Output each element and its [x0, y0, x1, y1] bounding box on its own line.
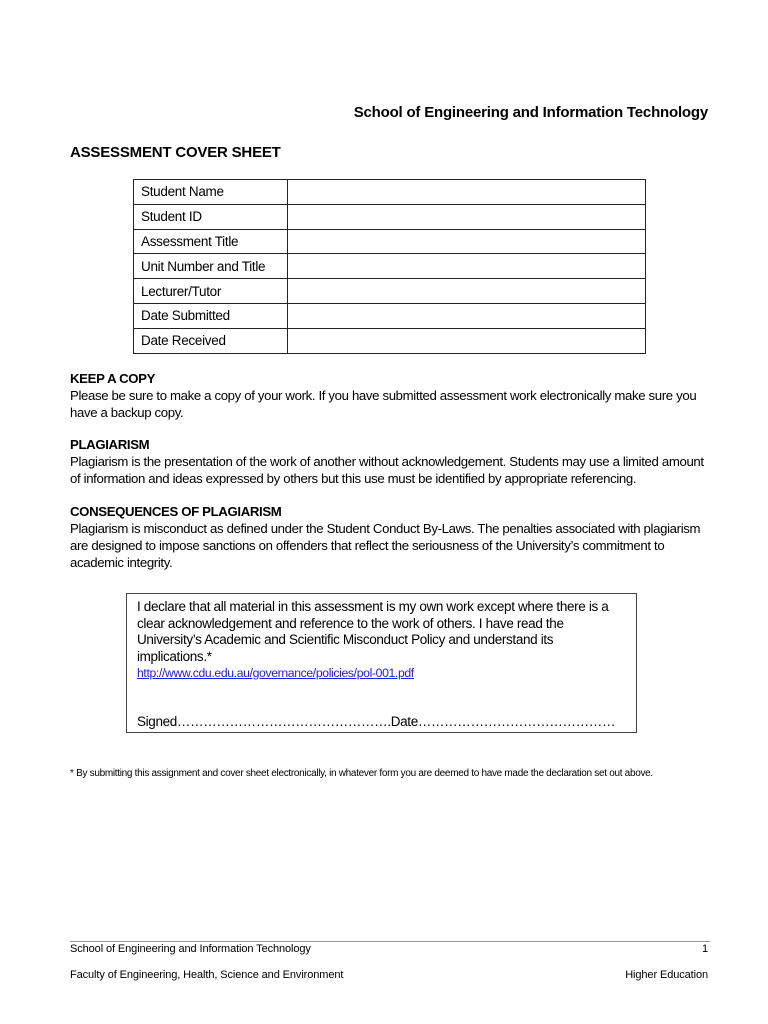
school-title: School of Engineering and Information Technology: [353, 104, 708, 121]
consequences-heading: CONSEQUENCES OF PLAGIARISM: [70, 504, 282, 519]
table-row: [134, 303, 646, 328]
assessment-title-label: Assessment Title: [134, 229, 288, 254]
footer-division: Higher Education: [625, 969, 708, 981]
assessment-title-field[interactable]: [288, 229, 646, 254]
page-number: 1: [701, 943, 708, 955]
keep-copy-text: Please be sure to make a copy of your work. If you have submitted assessment work electronically make sure you have a backup copy.: [70, 388, 697, 420]
table-row: [134, 328, 646, 353]
plagiarism-text: Plagiarism is the presentation of the work of another without acknowledgement. Students may use a limited amount of information and ideas expressed by others but this use must be identified by appropriate referencing.: [70, 454, 704, 486]
keep-copy-heading: KEEP A COPY: [70, 371, 156, 386]
table-row: [134, 279, 646, 304]
keep-copy-section: [70, 370, 710, 421]
date-received-field[interactable]: [288, 328, 646, 353]
date-received-label: Date Received: [134, 328, 288, 353]
table-row: [134, 204, 646, 229]
signature-line: Signed………………………………………….Date………………………………………: [137, 714, 616, 729]
policy-link[interactable]: http://www.cdu.edu.au/governance/policies/pol-001.pdf: [137, 666, 414, 680]
footer-faculty: Faculty of Engineering, Health, Science and Environment: [70, 969, 344, 981]
table-row: [134, 180, 646, 205]
table-row: [134, 254, 646, 279]
unit-number-field[interactable]: [288, 254, 646, 279]
lecturer-tutor-label: Lecturer/Tutor: [134, 279, 288, 304]
date-submitted-field[interactable]: [288, 303, 646, 328]
plagiarism-heading: PLAGIARISM: [70, 437, 150, 452]
student-name-field[interactable]: [288, 180, 646, 205]
student-id-field[interactable]: [288, 204, 646, 229]
unit-number-label: Unit Number and Title: [134, 254, 288, 279]
plagiarism-section: [70, 436, 710, 487]
declaration-box: [126, 593, 637, 733]
lecturer-tutor-field[interactable]: [288, 279, 646, 304]
student-info-table: [133, 179, 646, 354]
date-submitted-label: Date Submitted: [134, 303, 288, 328]
consequences-text: Plagiarism is misconduct as defined under the Student Conduct By-Laws. The penalties associated with plagiarism are designed to impose sanctions on offenders that reflect the seriousness of the University’s commitment to academic integrity.: [70, 521, 701, 570]
footer-school: School of Engineering and Information Technology: [70, 943, 311, 955]
table-row: [134, 229, 646, 254]
student-name-label: Student Name: [134, 180, 288, 205]
student-id-label: Student ID: [134, 204, 288, 229]
footnote: * By submitting this assignment and cover sheet electronically, in whatever form you are deemed to have made the declaration set out above.: [70, 768, 653, 779]
footer-divider: [70, 941, 710, 942]
consequences-section: [70, 503, 710, 571]
declaration-text: I declare that all material in this assessment is my own work except where there is a clear acknowledgement and reference to the work of others. I have read the University’s Academic and Scientific Misconduct Policy and understand its implications.*: [137, 599, 609, 664]
page-title: ASSESSMENT COVER SHEET: [70, 144, 281, 161]
